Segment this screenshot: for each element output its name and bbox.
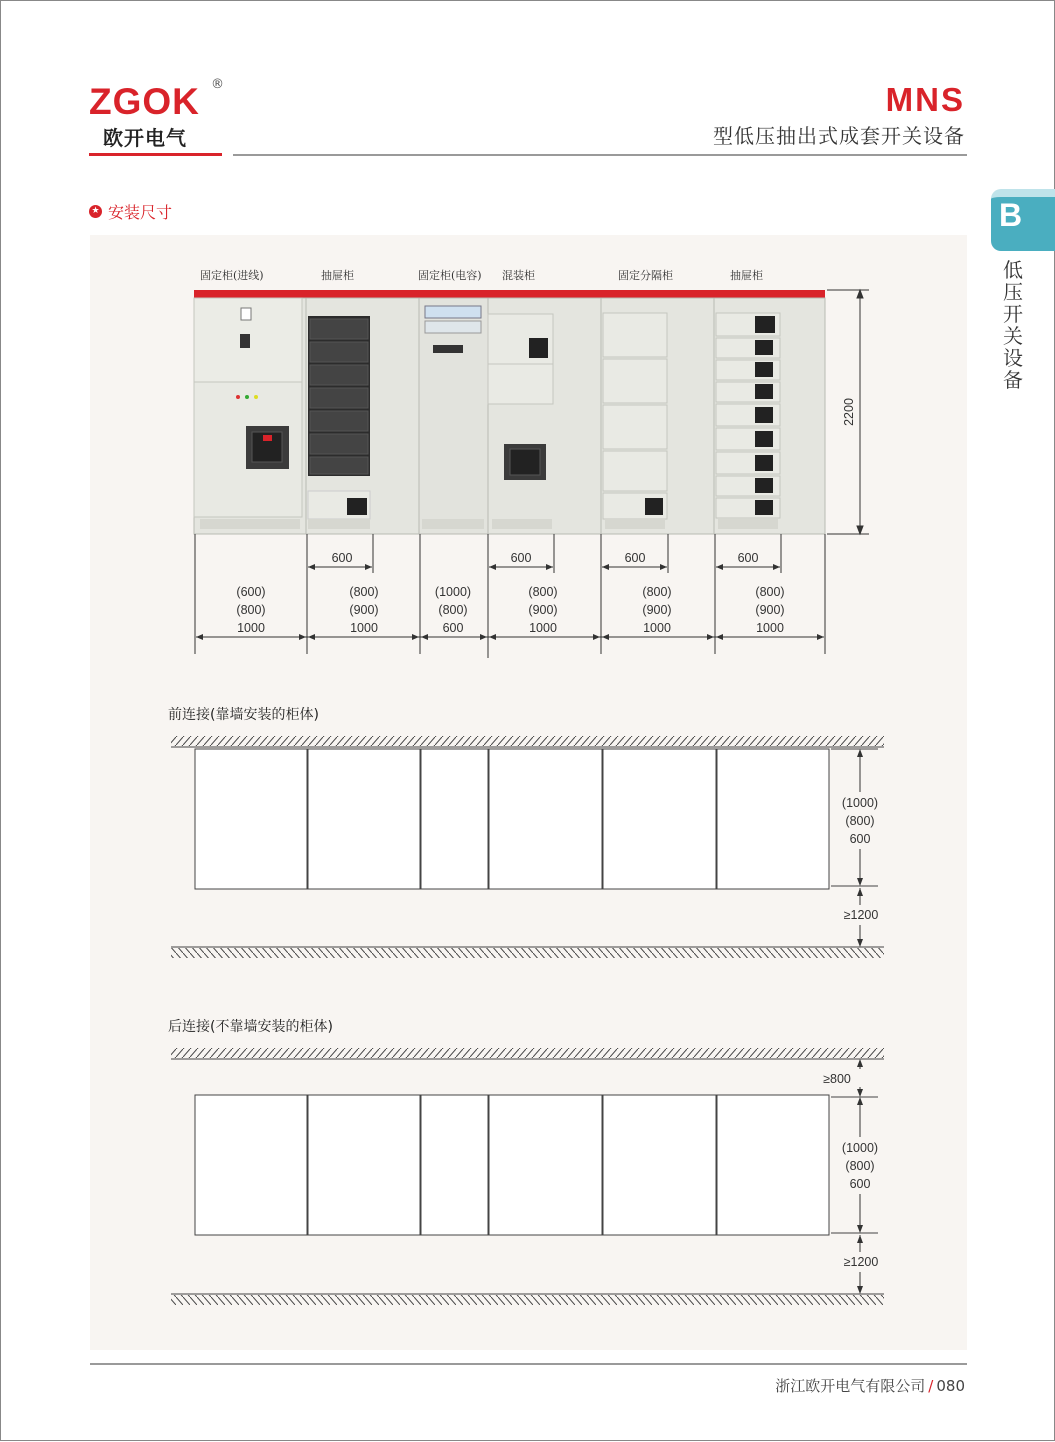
depth-option: 600 — [849, 832, 871, 846]
width-option: (800) — [528, 585, 558, 599]
depth-option: (1000) — [841, 1141, 879, 1155]
cabinet-label: 抽屉柜 — [321, 269, 354, 282]
plan-rear-title: 后连接(不靠墙安装的柜体) — [168, 1019, 333, 1035]
rear-clearance-label: ≥800 — [823, 1072, 851, 1086]
width-option: (800) — [236, 603, 266, 617]
chapter-char: 关 — [1003, 324, 1023, 348]
cabinet-mixed — [488, 298, 601, 534]
logo-chinese-name: 欧开电气 — [103, 126, 187, 150]
cabinet-drawer-2 — [714, 298, 825, 534]
width-option: (900) — [349, 603, 379, 617]
width-option: 1000 — [643, 621, 671, 635]
cabinet-label: 固定柜(进线) — [200, 269, 264, 282]
installation-drawing — [1, 1, 1055, 1442]
front-aisle-label: ≥1200 — [843, 908, 879, 922]
dimension-arrows — [196, 564, 824, 640]
width-option: 1000 — [756, 621, 784, 635]
cabinet-top-band — [194, 290, 825, 298]
width-options-6 — [740, 583, 800, 637]
logo-mark: ZGOK — [89, 81, 200, 122]
cabinet-label: 混装柜 — [502, 269, 535, 282]
width-option: (800) — [755, 585, 785, 599]
star-circle-icon: ★ — [89, 205, 102, 218]
depth-label: 600 — [331, 551, 353, 565]
rear-depth-options — [834, 1139, 886, 1193]
product-subtitle: 型低压抽出式成套开关设备 — [713, 124, 965, 148]
width-option: (1000) — [434, 585, 472, 599]
width-option: (800) — [349, 585, 379, 599]
product-code: MNS — [885, 81, 965, 118]
plan-front-title: 前连接(靠墙安装的柜体) — [168, 707, 319, 723]
cabinet-fixed-partition — [601, 298, 714, 534]
chapter-char: 压 — [1003, 280, 1023, 304]
width-option: (800) — [642, 585, 672, 599]
company-name: 浙江欧开电气有限公司 — [775, 1377, 926, 1395]
page-number: 080 — [936, 1377, 965, 1395]
front-depth-options — [834, 794, 886, 848]
depth-option: (800) — [845, 1159, 875, 1173]
width-options-5 — [627, 583, 687, 637]
section-title-text: 安装尺寸 — [108, 203, 173, 222]
height-label: 2200 — [842, 398, 856, 426]
width-option: (600) — [236, 585, 266, 599]
depth-label: 600 — [624, 551, 646, 565]
width-options-4 — [513, 583, 573, 637]
plan-rear-connection — [171, 1048, 884, 1305]
width-option: (900) — [755, 603, 785, 617]
depth-option: (800) — [845, 814, 875, 828]
width-option: 1000 — [237, 621, 265, 635]
width-option: 1000 — [350, 621, 378, 635]
footer-divider — [90, 1363, 967, 1365]
depth-option: 600 — [849, 1177, 871, 1191]
depth-label: 600 — [737, 551, 759, 565]
depth-option: (1000) — [841, 796, 879, 810]
chapter-char: 低 — [1003, 258, 1023, 282]
registered-mark: ® — [211, 77, 224, 92]
cabinet-label: 固定柜(电容) — [418, 269, 482, 282]
chapter-char: 备 — [1003, 368, 1023, 392]
width-option: 600 — [442, 621, 464, 635]
cabinet-label: 固定分隔柜 — [618, 269, 673, 282]
cabinet-drawer-1 — [306, 298, 419, 534]
width-option: (900) — [528, 603, 558, 617]
footer — [775, 1375, 965, 1396]
plan-front-connection — [171, 736, 884, 958]
width-option: (900) — [642, 603, 672, 617]
width-options-3 — [423, 583, 483, 637]
width-option: (800) — [438, 603, 468, 617]
width-options-1 — [221, 583, 281, 637]
rear-aisle-label: ≥1200 — [843, 1255, 879, 1269]
width-option: 1000 — [529, 621, 557, 635]
chapter-char: 开 — [1003, 302, 1023, 326]
chapter-char: 设 — [1003, 346, 1023, 370]
depth-label: 600 — [510, 551, 532, 565]
cabinet-lineup — [194, 290, 825, 534]
cabinet-label: 抽屉柜 — [730, 269, 763, 282]
cabinet-capacitor — [419, 298, 488, 534]
footer-separator: / — [928, 1377, 934, 1395]
width-options-2 — [334, 583, 394, 637]
chapter-letter: B — [999, 197, 1023, 233]
cabinet-incoming — [194, 298, 306, 534]
